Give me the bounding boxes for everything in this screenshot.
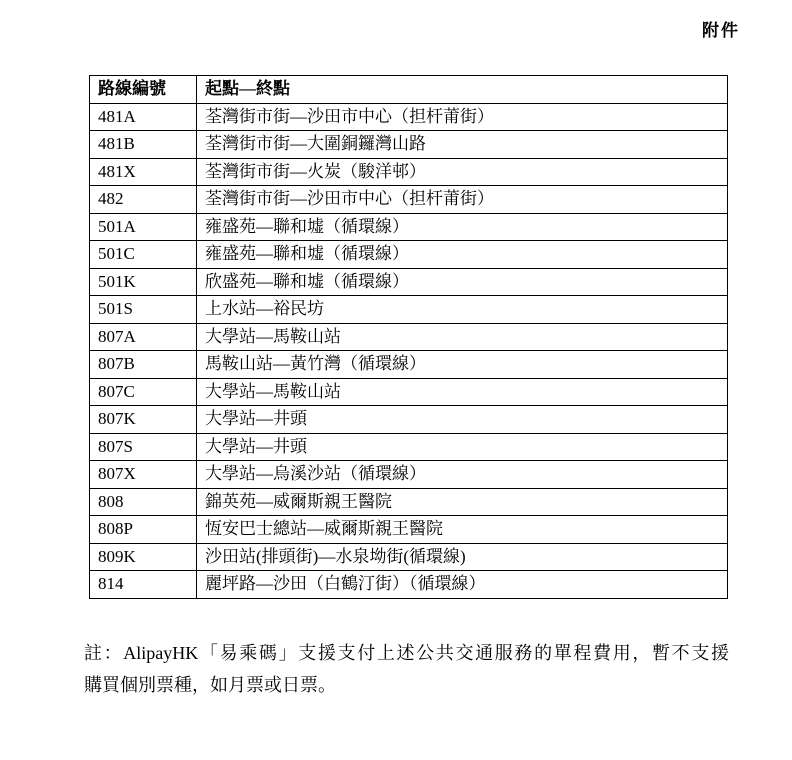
table-row — [90, 131, 728, 159]
table-row — [90, 351, 728, 379]
origin-destination-cell: 麗坪路—沙田（白鶴汀街）（循環線） — [197, 571, 728, 599]
route-number-cell: 814 — [90, 571, 197, 599]
origin-destination-cell: 大學站—井頭 — [197, 433, 728, 461]
table-row — [90, 516, 728, 544]
table-row — [90, 543, 728, 571]
table-row — [90, 406, 728, 434]
header-origin-destination: 起點—終點 — [197, 76, 728, 104]
table-row — [90, 461, 728, 489]
origin-destination-cell: 大學站—烏溪沙站（循環線） — [197, 461, 728, 489]
attachment-label: 附件 — [702, 21, 740, 40]
route-number-cell: 501C — [90, 241, 197, 269]
footnote-line-1: 註：AlipayHK「易乘碼」支援支付上述公共交通服務的單程費用，暫不支援 — [84, 643, 729, 663]
route-number-cell: 807C — [90, 378, 197, 406]
origin-destination-cell: 大學站—馬鞍山站 — [197, 323, 728, 351]
origin-destination-cell: 荃灣街市街—大圍銅鑼灣山路 — [197, 131, 728, 159]
origin-destination-cell: 沙田站(排頭街)—水泉坳街(循環線) — [197, 543, 728, 571]
route-number-cell: 481X — [90, 158, 197, 186]
table-row — [90, 378, 728, 406]
origin-destination-cell: 錦英苑—威爾斯親王醫院 — [197, 488, 728, 516]
route-number-cell: 807K — [90, 406, 197, 434]
table-row — [90, 213, 728, 241]
route-number-cell: 808P — [90, 516, 197, 544]
footnote-line-2: 購買個別票種，如月票或日票。 — [84, 675, 336, 695]
table-row — [90, 296, 728, 324]
table-row — [90, 323, 728, 351]
origin-destination-cell: 荃灣街市街—沙田市中心（担杆莆街） — [197, 103, 728, 131]
route-number-cell: 808 — [90, 488, 197, 516]
route-number-cell: 501A — [90, 213, 197, 241]
route-number-cell: 807S — [90, 433, 197, 461]
route-number-cell: 807X — [90, 461, 197, 489]
origin-destination-cell: 大學站—馬鞍山站 — [197, 378, 728, 406]
origin-destination-cell: 雍盛苑—聯和墟（循環線） — [197, 241, 728, 269]
table-row — [90, 103, 728, 131]
table-row — [90, 433, 728, 461]
routes-table-body — [90, 103, 728, 598]
route-number-cell: 481A — [90, 103, 197, 131]
origin-destination-cell: 恆安巴士總站—威爾斯親王醫院 — [197, 516, 728, 544]
table-row — [90, 158, 728, 186]
origin-destination-cell: 馬鞍山站—黃竹灣（循環線） — [197, 351, 728, 379]
routes-table — [89, 75, 728, 599]
route-number-cell: 501S — [90, 296, 197, 324]
origin-destination-cell: 荃灣街市街—沙田市中心（担杆莆街） — [197, 186, 728, 214]
origin-destination-cell: 大學站—井頭 — [197, 406, 728, 434]
route-number-cell: 482 — [90, 186, 197, 214]
table-row — [90, 241, 728, 269]
route-number-cell: 501K — [90, 268, 197, 296]
origin-destination-cell: 上水站—裕民坊 — [197, 296, 728, 324]
table-row — [90, 571, 728, 599]
table-row — [90, 488, 728, 516]
header-route-number: 路線編號 — [90, 76, 197, 104]
origin-destination-cell: 欣盛苑—聯和墟（循環線） — [197, 268, 728, 296]
origin-destination-cell: 荃灣街市街—火炭（駿洋邨） — [197, 158, 728, 186]
route-number-cell: 809K — [90, 543, 197, 571]
route-number-cell: 481B — [90, 131, 197, 159]
footnote — [84, 637, 729, 701]
origin-destination-cell: 雍盛苑—聯和墟（循環線） — [197, 213, 728, 241]
table-header-row — [90, 76, 728, 104]
table-row — [90, 186, 728, 214]
route-number-cell: 807B — [90, 351, 197, 379]
route-number-cell: 807A — [90, 323, 197, 351]
table-row — [90, 268, 728, 296]
